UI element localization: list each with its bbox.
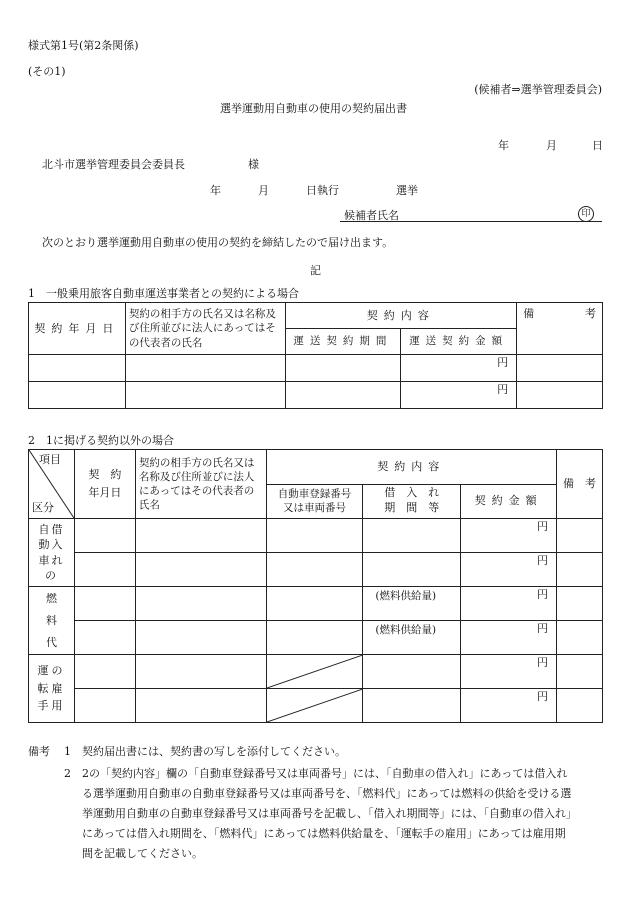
s1-cell[interactable] — [125, 382, 285, 409]
s1-header-remarks — [517, 303, 603, 355]
s2-header-borrow — [363, 484, 461, 519]
row-label-driver — [29, 655, 75, 723]
note2-line4: にあっては借入れ期間を、「燃料代」にあっては燃料供給量を、「運転手の雇用」にあっては雇用期 — [82, 827, 566, 840]
s1-cell[interactable] — [285, 355, 401, 382]
s1-cell[interactable] — [517, 382, 603, 409]
election-exec-day: 日執行 — [306, 184, 339, 197]
row-label-vehicle — [29, 519, 75, 587]
fuel-label-b: 料 — [45, 613, 57, 627]
s2-header-reg — [266, 484, 363, 519]
s2-cell[interactable] — [135, 553, 266, 587]
table-row — [29, 382, 603, 409]
candidate-name-line[interactable] — [340, 221, 602, 222]
addressee-suffix: 様 — [248, 158, 259, 171]
intro-text: 次のとおり選挙運動用自動車の使用の契約を締結したので届け出ます。 — [42, 236, 394, 249]
table-row — [29, 655, 603, 689]
s2-yen[interactable]: 円 — [461, 621, 557, 655]
s1-yen[interactable]: 円 — [401, 382, 517, 409]
fuel-label-c: 代 — [45, 635, 57, 649]
ki-label: 記 — [310, 264, 321, 277]
vehicle-label-d: の — [44, 568, 58, 582]
s2-reg-b: 又は車両番号 — [282, 502, 346, 515]
vehicle-label-b: 動入 — [38, 538, 65, 552]
item-label: 項目 — [39, 453, 61, 466]
s1-cell[interactable] — [29, 355, 126, 382]
fuel-supply-cell[interactable]: (燃料供給量) — [363, 587, 461, 621]
s2-reg-a: 自動車登録番号 — [277, 488, 352, 501]
s1-yen[interactable]: 円 — [401, 355, 517, 382]
election-month: 月 — [258, 184, 269, 197]
vehicle-label-a: 自借 — [38, 522, 65, 536]
date-month: 月 — [546, 139, 557, 152]
s1-cell[interactable] — [517, 355, 603, 382]
part-number: (その1) — [28, 65, 66, 78]
note2-line3: 挙運動用自動車の自動車登録番号又は車両番号を記載し、「借入れ期間等」には、「自動車の借入れ」 — [82, 807, 577, 820]
driver-label-a: 運の — [37, 664, 66, 678]
s2-cell[interactable] — [135, 655, 266, 689]
table-row — [29, 355, 603, 382]
strike-line — [267, 689, 363, 722]
s2-header-party: 契約の相手方の氏名又は名称及び住所並びに法人にあってはその代表者の氏名 — [135, 450, 266, 519]
s2-cell[interactable] — [557, 621, 603, 655]
s2-yen[interactable]: 円 — [461, 689, 557, 723]
s1-cell[interactable] — [285, 382, 401, 409]
s2-cell[interactable] — [135, 621, 266, 655]
s2-cell[interactable] — [74, 553, 135, 587]
notes-label: 備考 — [28, 745, 50, 758]
row-label-fuel — [29, 587, 75, 655]
s2-cell[interactable] — [557, 689, 603, 723]
s2-cell[interactable] — [557, 655, 603, 689]
election-label: 選挙 — [396, 184, 418, 197]
s1-header-party: 契約の相手方の氏名又は名称及び住所並びに法人にあってはその代表者の氏名 — [125, 303, 285, 355]
fuel-supply-cell[interactable]: (燃料供給量) — [363, 621, 461, 655]
s2-cell[interactable] — [74, 587, 135, 621]
s1-remarks-a: 備 — [523, 307, 535, 320]
s2-cell[interactable] — [135, 689, 266, 723]
s2-cell[interactable] — [363, 519, 461, 553]
note2-line2: る選挙運動用自動車の自動車登録番号又は車両番号を、「燃料代」にあっては燃料の供給を受ける選 — [82, 787, 572, 800]
section2-table — [28, 449, 603, 723]
date-day: 日 — [592, 139, 603, 152]
s1-header-period: 運送契約期間 — [285, 329, 401, 355]
s2-cell[interactable] — [74, 655, 135, 689]
s2-cell[interactable] — [135, 587, 266, 621]
s2-cell[interactable] — [557, 587, 603, 621]
note2-number: 2 — [64, 767, 71, 780]
table-row — [29, 689, 603, 723]
s2-date-a: 契 約 — [88, 468, 122, 482]
s1-cell[interactable] — [29, 382, 126, 409]
reg-cell-struck — [266, 689, 363, 723]
fuel-label-a: 燃 — [45, 591, 57, 605]
route-note: (候補者⇒選挙管理委員会) — [474, 83, 602, 96]
s2-yen[interactable]: 円 — [461, 553, 557, 587]
s2-cell[interactable] — [557, 519, 603, 553]
seal-mark: 印 — [578, 206, 594, 222]
s2-cell[interactable] — [363, 689, 461, 723]
driver-label-b: 転雇 — [37, 681, 66, 695]
s2-borrow-a: 借 入 れ — [384, 486, 440, 500]
s2-header-amount: 契約金額 — [461, 484, 557, 519]
s2-yen[interactable]: 円 — [461, 519, 557, 553]
s2-header-date — [74, 450, 135, 519]
note1-text: 契約届出書には、契約書の写しを添付してください。 — [82, 745, 346, 758]
s2-date-b: 年月日 — [88, 486, 122, 499]
kubun-label: 区分 — [32, 501, 54, 515]
table-row — [29, 621, 603, 655]
table-row — [29, 519, 603, 553]
s2-cell[interactable] — [135, 519, 266, 553]
vehicle-label-c: 車れ — [38, 553, 65, 567]
section2-heading: 2 1に掲げる契約以外の場合 — [28, 434, 174, 447]
table-row — [29, 587, 603, 621]
addressee: 北斗市選挙管理委員会委員長 — [42, 158, 185, 171]
s1-header-amount: 運送契約金額 — [401, 329, 517, 355]
s2-cell[interactable] — [266, 621, 363, 655]
item-kubun-header — [29, 450, 75, 519]
page-title: 選挙運動用自動車の使用の契約届出書 — [220, 102, 407, 115]
s2-cell[interactable] — [266, 587, 363, 621]
date-year: 年 — [498, 139, 509, 152]
reg-cell-struck — [266, 655, 363, 689]
s1-cell[interactable] — [125, 355, 285, 382]
section1-table — [28, 302, 603, 409]
section1-heading: 1 一般乗用旅客自動車運送事業者との契約による場合 — [28, 287, 299, 300]
election-year: 年 — [210, 184, 221, 197]
driver-label-c: 手用 — [37, 699, 66, 713]
s2-cell[interactable] — [266, 519, 363, 553]
note2-line1: 2の「契約内容」欄の「自動車登録番号又は車両番号」には、「自動車の借入れ」にあっては借入れ — [82, 767, 568, 780]
s2-cell[interactable] — [74, 689, 135, 723]
s2-cell[interactable] — [74, 621, 135, 655]
s2-cell[interactable] — [557, 553, 603, 587]
s2-yen[interactable]: 円 — [461, 655, 557, 689]
s2-cell[interactable] — [363, 553, 461, 587]
s1-header-content: 契約内容 — [285, 303, 517, 329]
candidate-name-label: 候補者氏名 — [344, 209, 399, 222]
s2-cell[interactable] — [74, 519, 135, 553]
s2-yen[interactable]: 円 — [461, 587, 557, 621]
note2-line5: 間を記載してください。 — [82, 847, 203, 860]
s2-cell[interactable] — [266, 553, 363, 587]
table-row — [29, 553, 603, 587]
note1-number: 1 — [64, 745, 71, 758]
s2-header-remarks: 備 考 — [557, 450, 603, 519]
s1-header-date: 契約年月日 — [29, 303, 126, 355]
s2-cell[interactable] — [363, 655, 461, 689]
s1-remarks-b: 考 — [585, 307, 596, 320]
strike-line — [267, 655, 363, 688]
s2-borrow-b: 期 間 等 — [384, 501, 440, 515]
s2-header-content: 契約内容 — [266, 450, 556, 485]
form-number: 様式第1号(第2条関係) — [28, 39, 139, 52]
